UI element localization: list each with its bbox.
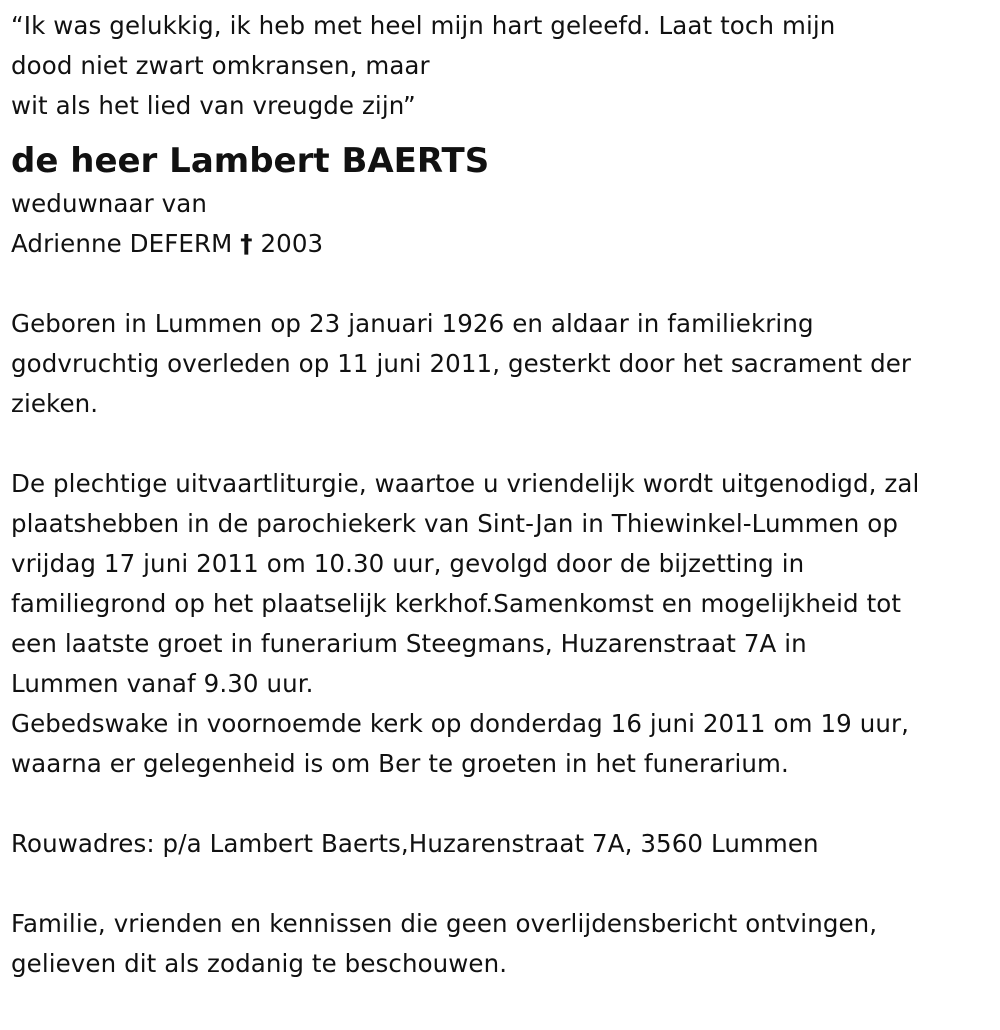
deceased-name: de heer Lambert BAERTS bbox=[11, 141, 490, 181]
paragraph-line: familiegrond op het plaatselijk kerkhof.Samenkomst en mogelijkheid tot bbox=[11, 589, 902, 618]
paragraph-line: De plechtige uitvaartliturgie, waartoe u vriendelijk wordt uitgenodigd, zal bbox=[11, 469, 920, 498]
quote-line: wit als het lied van vreugde zijn” bbox=[11, 91, 416, 120]
paragraph-line: gelieven dit als zodanig te beschouwen. bbox=[11, 949, 508, 978]
cross-icon: † bbox=[240, 229, 253, 258]
paragraph-line: waarna er gelegenheid is om Ber te groeten in het funerarium. bbox=[11, 749, 789, 778]
spouse-death-year: 2003 bbox=[260, 229, 324, 258]
paragraph-line: vrijdag 17 juni 2011 om 10.30 uur, gevolgd door de bijzetting in bbox=[11, 549, 805, 578]
quote-line: dood niet zwart omkransen, maar bbox=[11, 51, 430, 80]
birth-death-paragraph bbox=[11, 304, 996, 424]
paragraph-line: zieken. bbox=[11, 389, 99, 418]
spouse-name: Adrienne DEFERM bbox=[11, 229, 233, 258]
relation-text: weduwnaar van bbox=[11, 189, 207, 218]
paragraph-line: plaatshebben in de parochiekerk van Sint-Jan in Thiewinkel-Lummen op bbox=[11, 509, 898, 538]
spacer bbox=[11, 784, 996, 824]
spacer bbox=[11, 424, 996, 464]
spacer bbox=[11, 264, 996, 304]
spacer bbox=[11, 864, 996, 904]
obituary-document bbox=[11, 6, 996, 984]
quote-block bbox=[11, 6, 996, 126]
paragraph-line: godvruchtig overleden op 11 juni 2011, gesterkt door het sacrament der bbox=[11, 349, 912, 378]
paragraph-line: Geboren in Lummen op 23 januari 1926 en aldaar in familiekring bbox=[11, 309, 814, 338]
quote-line: “Ik was gelukkig, ik heb met heel mijn hart geleefd. Laat toch mijn bbox=[11, 11, 836, 40]
paragraph-line: een laatste groet in funerarium Steegmans, Huzarenstraat 7A in bbox=[11, 629, 807, 658]
paragraph-line: Gebedswake in voornoemde kerk op donderdag 16 juni 2011 om 19 uur, bbox=[11, 709, 910, 738]
paragraph-line: Familie, vrienden en kennissen die geen overlijdensbericht ontvingen, bbox=[11, 909, 878, 938]
closing-paragraph bbox=[11, 904, 996, 984]
paragraph-line: Lummen vanaf 9.30 uur. bbox=[11, 669, 314, 698]
mourning-address: Rouwadres: p/a Lambert Baerts,Huzarenstraat 7A, 3560 Lummen bbox=[11, 829, 819, 858]
funeral-paragraph bbox=[11, 464, 996, 784]
spouse-line bbox=[11, 224, 996, 264]
